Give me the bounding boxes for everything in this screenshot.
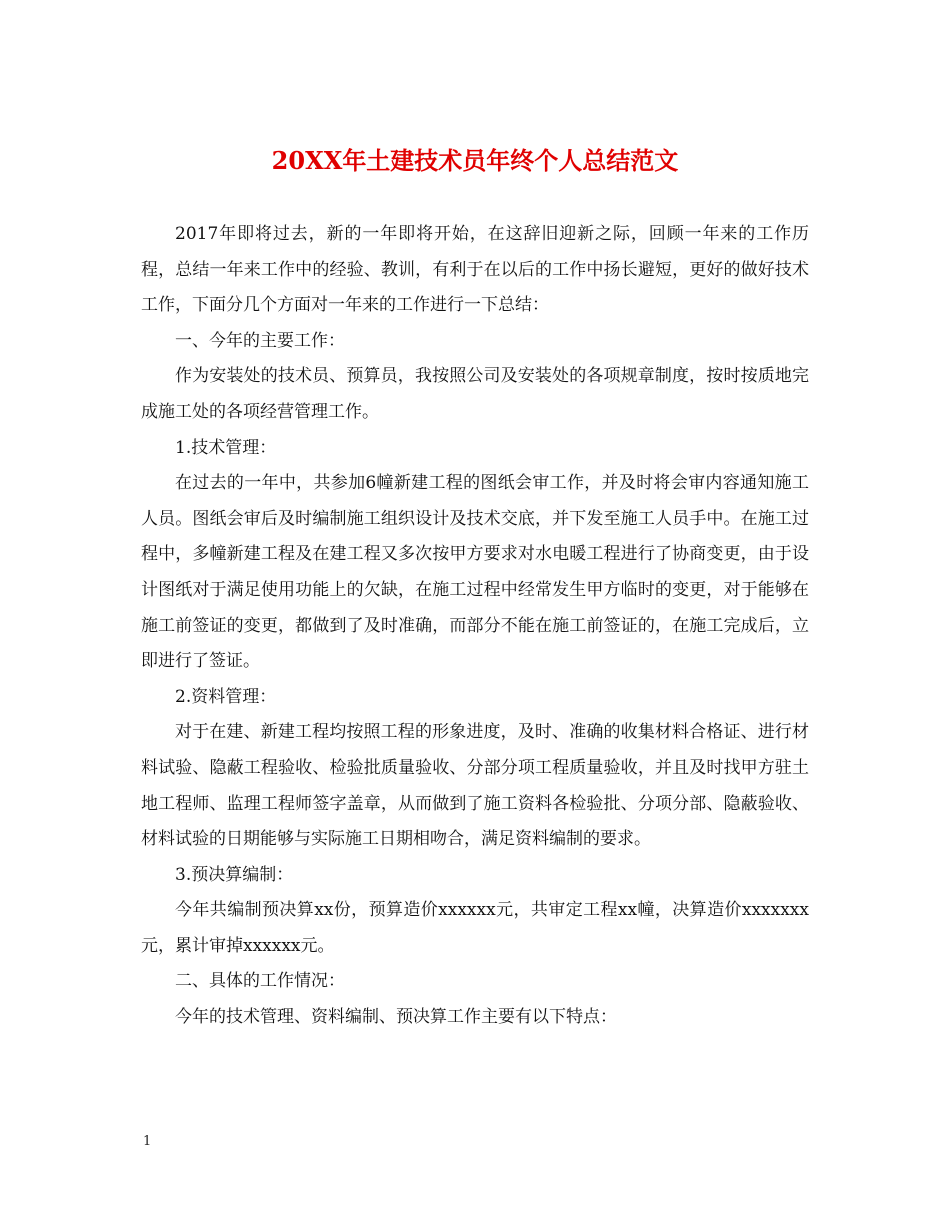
page-number: 1 <box>143 1134 152 1149</box>
document-body <box>141 217 809 1036</box>
heading-main-work: 一、今年的主要工作： <box>175 330 345 351</box>
heading-document-management: 2.资料管理： <box>175 686 277 707</box>
paragraph-intro: 2017年即将过去，新的一年即将开始，在这辞旧迎新之际，回顾一年来的工作历程，总结一年来工作中的经验、教训，有利于在以后的工作中扬长避短，更好的做好技术工作，下面分几个方面对一年来的工作进行一下总结： <box>141 224 809 316</box>
heading-specific-work: 二、具体的工作情况： <box>175 971 345 992</box>
paragraph-specific-work: 今年的技术管理、资料编制、预决算工作主要有以下特点： <box>175 1007 617 1028</box>
heading-technical-management: 1.技术管理： <box>175 437 277 458</box>
paragraph-document-management: 对于在建、新建工程均按照工程的形象进度，及时、准确的收集材料合格证、进行材料试验、隐蔽工程验收、检验批质量验收、分部分项工程质量验收，并且及时找甲方驻土地工程师、监理工程师签字盖章，从而做到了施工资料各检验批、分项分部、隐蔽验收、材料试验的日期能够与实际施工日期相吻合，满足资料编制的要求。 <box>141 722 809 850</box>
heading-budget-compilation: 3.预决算编制： <box>175 864 294 885</box>
paragraph-role: 作为安装处的技术员、预算员，我按照公司及安装处的各项规章制度，按时按质地完成施工处的各项经营管理工作。 <box>141 366 809 422</box>
paragraph-budget-compilation: 今年共编制预决算xx份，预算造价xxxxxx元，共审定工程xx幢，决算造价xxxxxxx元，累计审掉xxxxxx元。 <box>141 900 809 956</box>
paragraph-technical-management: 在过去的一年中，共参加6幢新建工程的图纸会审工作，并及时将会审内容通知施工人员。图纸会审后及时编制施工组织设计及技术交底，并下发至施工人员手中。在施工过程中，多幢新建工程及在建工程又多次按甲方要求对水电暖工程进行了协商变更，由于设计图纸对于满足使用功能上的欠缺，在施工过程中经常发生甲方临时的变更，对于能够在施工前签证的变更，都做到了及时准确，而部分不能在施工前签证的，在施工完成后，立即进行了签证。 <box>141 473 809 672</box>
document-title: 20XX年土建技术员年终个人总结范文 <box>271 146 679 175</box>
